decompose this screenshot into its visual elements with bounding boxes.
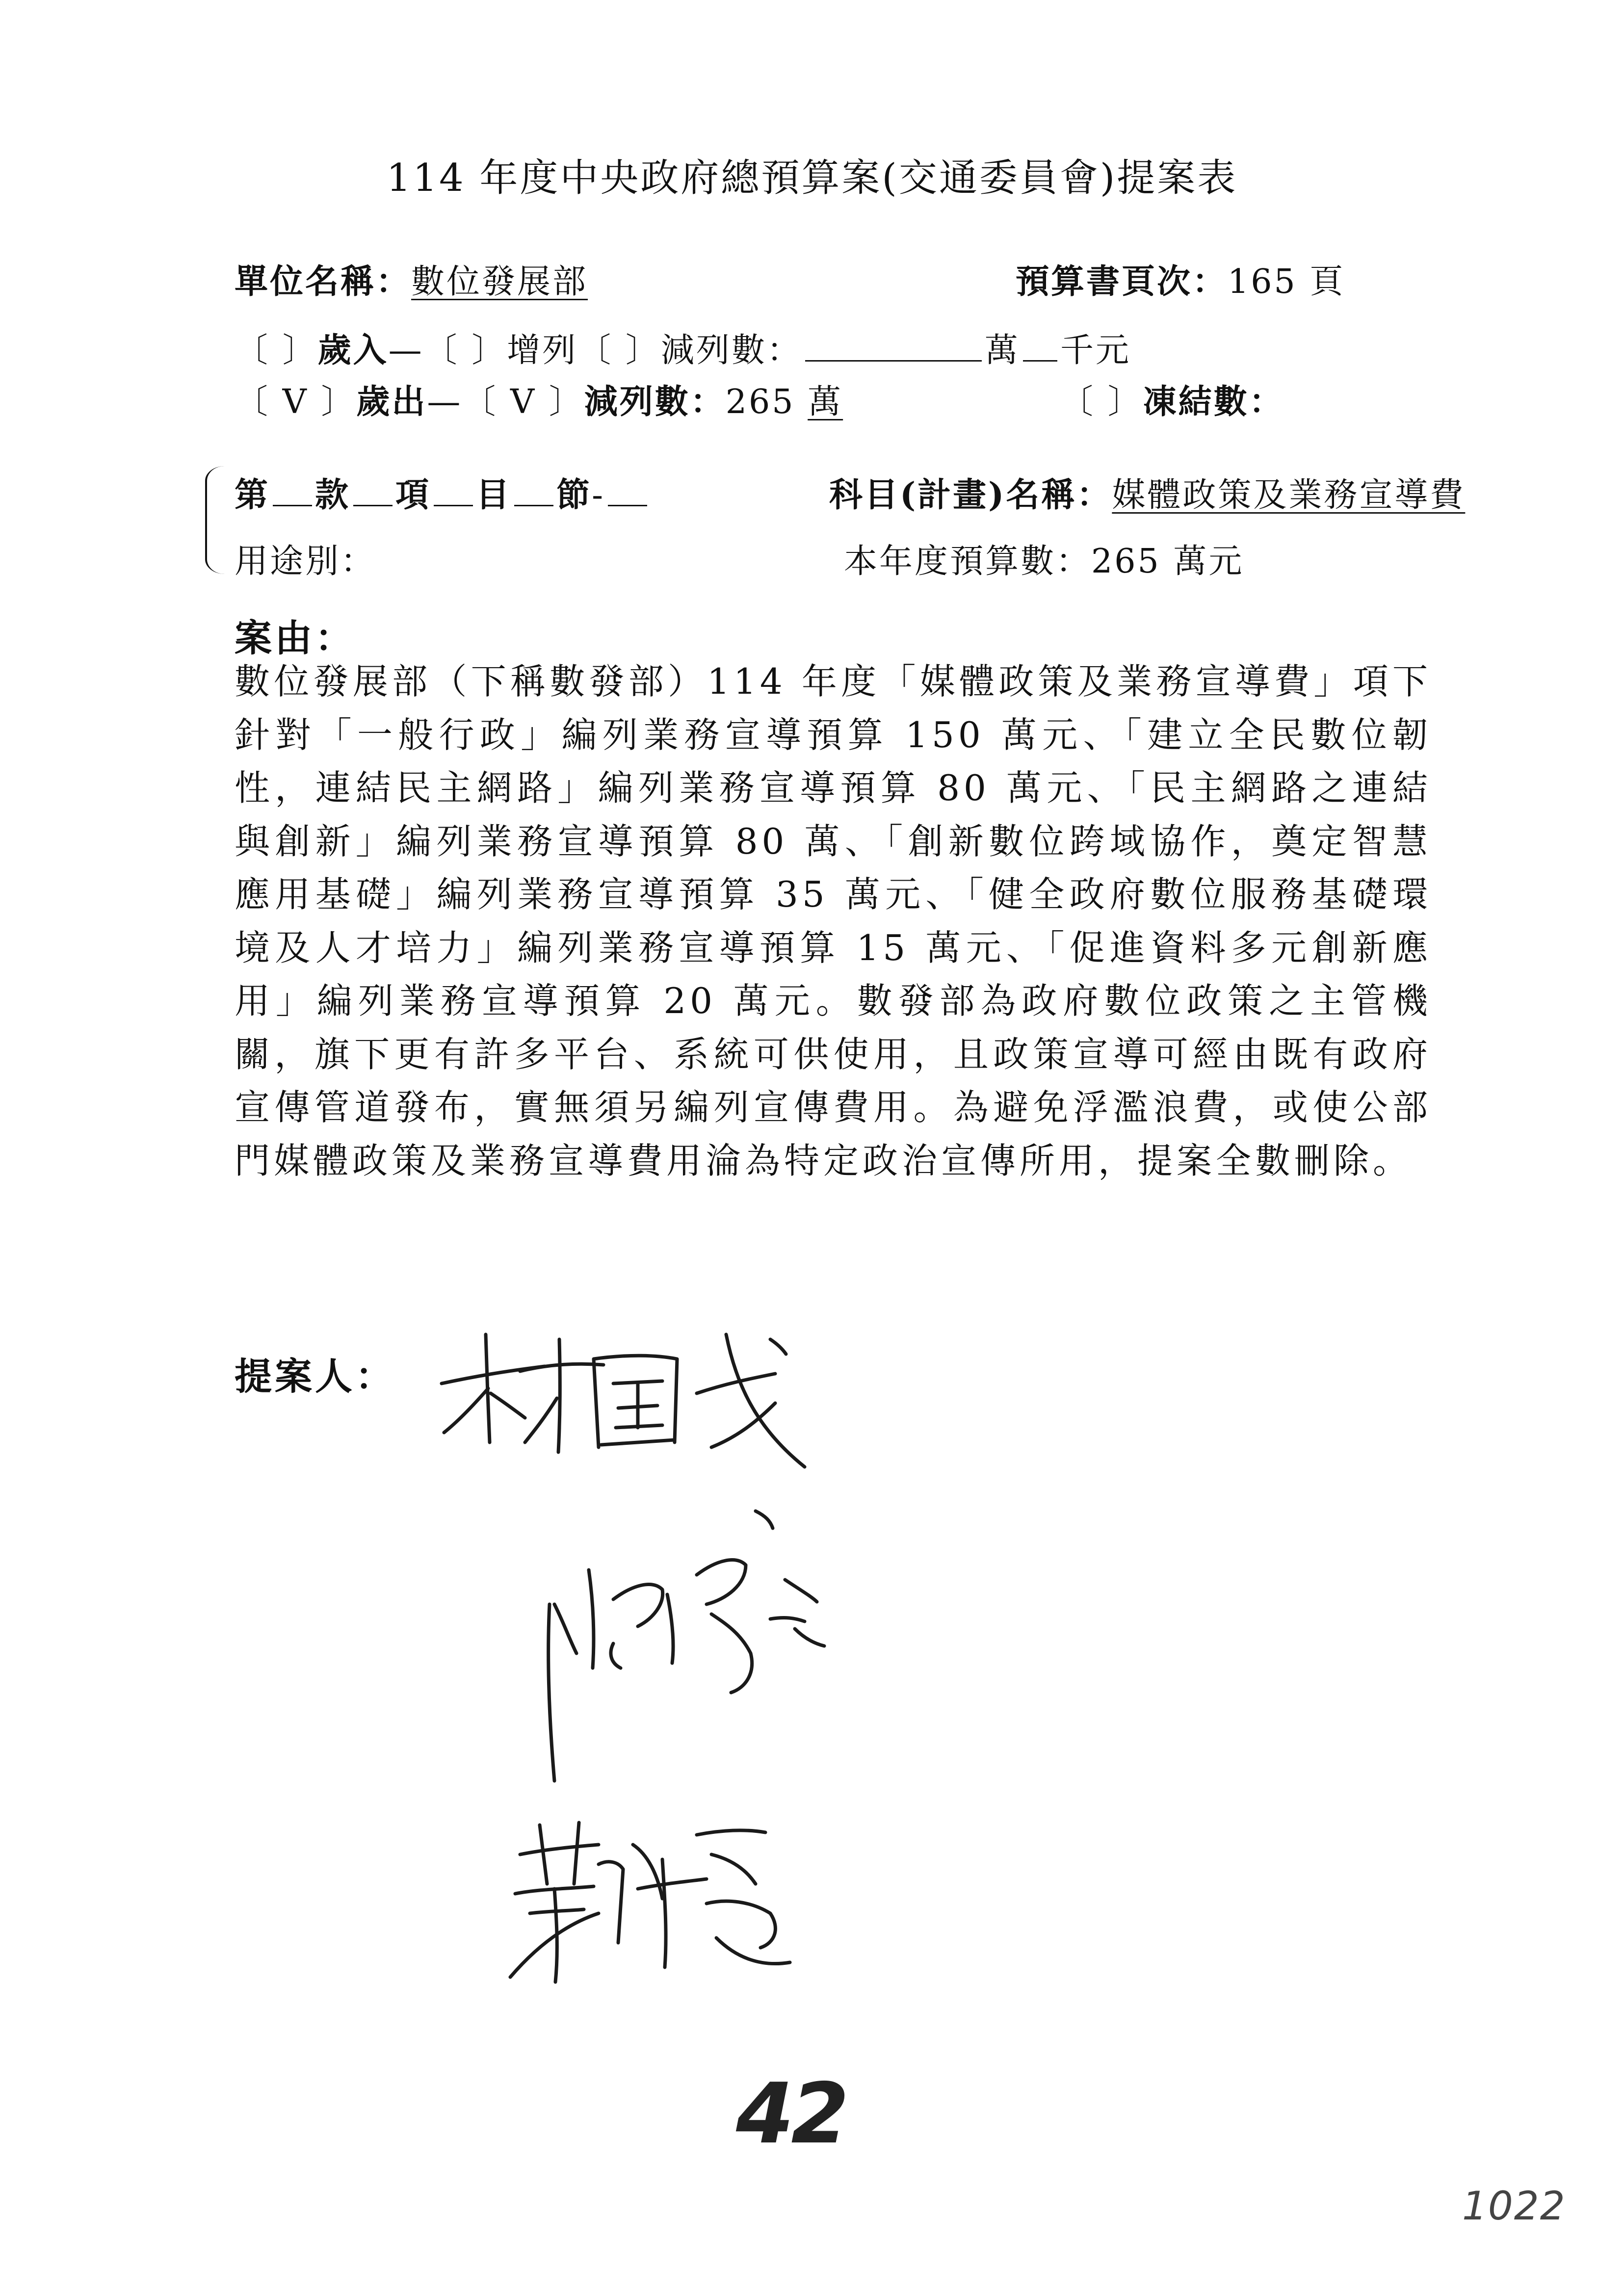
revenue-amount-blank [805, 331, 982, 362]
reason-body: 數位發展部（下稱數發部）114 年度「媒體政策及業務宣導費」項下針對「一般行政」編列業務宣導預算 150 萬元、「建立全民數位韌性，連結民主網路」編列業務宣導預算 80 萬元、「民主網路之連結與創新」編列業務宣導預算 80 萬、「創新數位跨域協作，奠定智慧應用基礎」編列業務宣導預算 35 萬元、「健全政府數位服務基礎環境及人才培力」編列業務宣導預算 15 萬元、「促進資料多元創新應用」編列業務宣導預算 20 萬元。數發部為政府數位政策之主管機關，旗下更有許多平台、系統可供使用，且政策宣導可經由既有政府宣傳管道發布，實無須另編列宣傳費用。為避免浮濫浪費，或使公部門媒體政策及業務宣導費用淪為特定政治宣傳所用，提案全數刪除。 [235, 661, 1432, 1181]
document-title: 114 年度中央政府總預算案(交通委員會)提案表 [386, 156, 1238, 200]
budget-page-label: 預算書頁次： [1016, 262, 1228, 301]
expenditure-unit: 萬 [808, 383, 843, 421]
unit-name-row [235, 255, 588, 303]
class-kuan-blank [273, 475, 312, 506]
revenue-label: 歲入 [317, 331, 389, 370]
expenditure-dash: — [427, 383, 463, 421]
revenue-row [235, 324, 1131, 371]
decrease-checkbox: 〔 〕 [577, 331, 661, 370]
budget-page-value: 165 頁 [1228, 262, 1345, 301]
class-xiang: 項 [395, 475, 431, 515]
expenditure-checkbox: 〔 V 〕 [235, 383, 357, 421]
budget-amount-row [844, 535, 1244, 582]
revenue-dash: — [388, 331, 424, 370]
unit-name-label: 單位名稱： [235, 262, 412, 301]
signature-2 [540, 1506, 834, 1800]
class-mu: 目 [476, 475, 512, 515]
classification-brace [205, 466, 227, 574]
class-jie-blank [514, 475, 553, 506]
expenditure-decrease-checkbox: 〔 V 〕 [462, 383, 584, 421]
budget-amount-value: 265 萬元 [1091, 542, 1244, 581]
class-mu-blank [434, 475, 473, 506]
signature-3 [500, 1815, 805, 1992]
class-dash: - [592, 476, 605, 515]
decrease-label: 減列數： [660, 331, 802, 370]
freeze-checkbox: 〔 〕 [1060, 383, 1143, 421]
subject-label: 科目(計畫)名稱： [829, 475, 1112, 515]
reason-heading: 案由： [235, 616, 355, 660]
classification-row [235, 469, 650, 516]
subject-row [829, 469, 1465, 516]
signature-1 [432, 1325, 824, 1472]
expenditure-decrease-label: 減列數： [584, 382, 726, 421]
class-kuan: 款 [315, 475, 351, 515]
unit-name-value: 數位發展部 [411, 262, 588, 301]
expenditure-row [235, 375, 843, 423]
stamp-number: 1022 [1462, 2183, 1566, 2229]
proposer-label: 提案人： [235, 1355, 395, 1398]
expenditure-amount: 265 [725, 383, 795, 421]
revenue-checkbox: 〔 〕 [235, 331, 318, 370]
usage-label: 用途別： [235, 542, 376, 581]
class-xiang-blank [353, 475, 393, 506]
increase-label: 增列 [507, 331, 578, 370]
revenue-qian-blank [1023, 331, 1057, 362]
budget-page-row [1016, 255, 1345, 303]
class-end-blank [608, 475, 647, 506]
usage-row [235, 535, 376, 582]
increase-checkbox: 〔 〕 [423, 331, 507, 370]
class-di: 第 [235, 475, 270, 515]
freeze-row [1060, 375, 1284, 423]
page-number: 42 [736, 2065, 846, 2163]
budget-amount-label: 本年度預算數： [844, 542, 1092, 581]
subject-value: 媒體政策及業務宣導費 [1112, 476, 1466, 515]
class-jie: 節 [556, 475, 592, 515]
expenditure-label: 歲出 [356, 382, 427, 421]
revenue-unit-qian: 千元 [1060, 331, 1131, 370]
revenue-unit-wan: 萬 [984, 331, 1020, 370]
freeze-label: 凍結數： [1143, 382, 1284, 421]
